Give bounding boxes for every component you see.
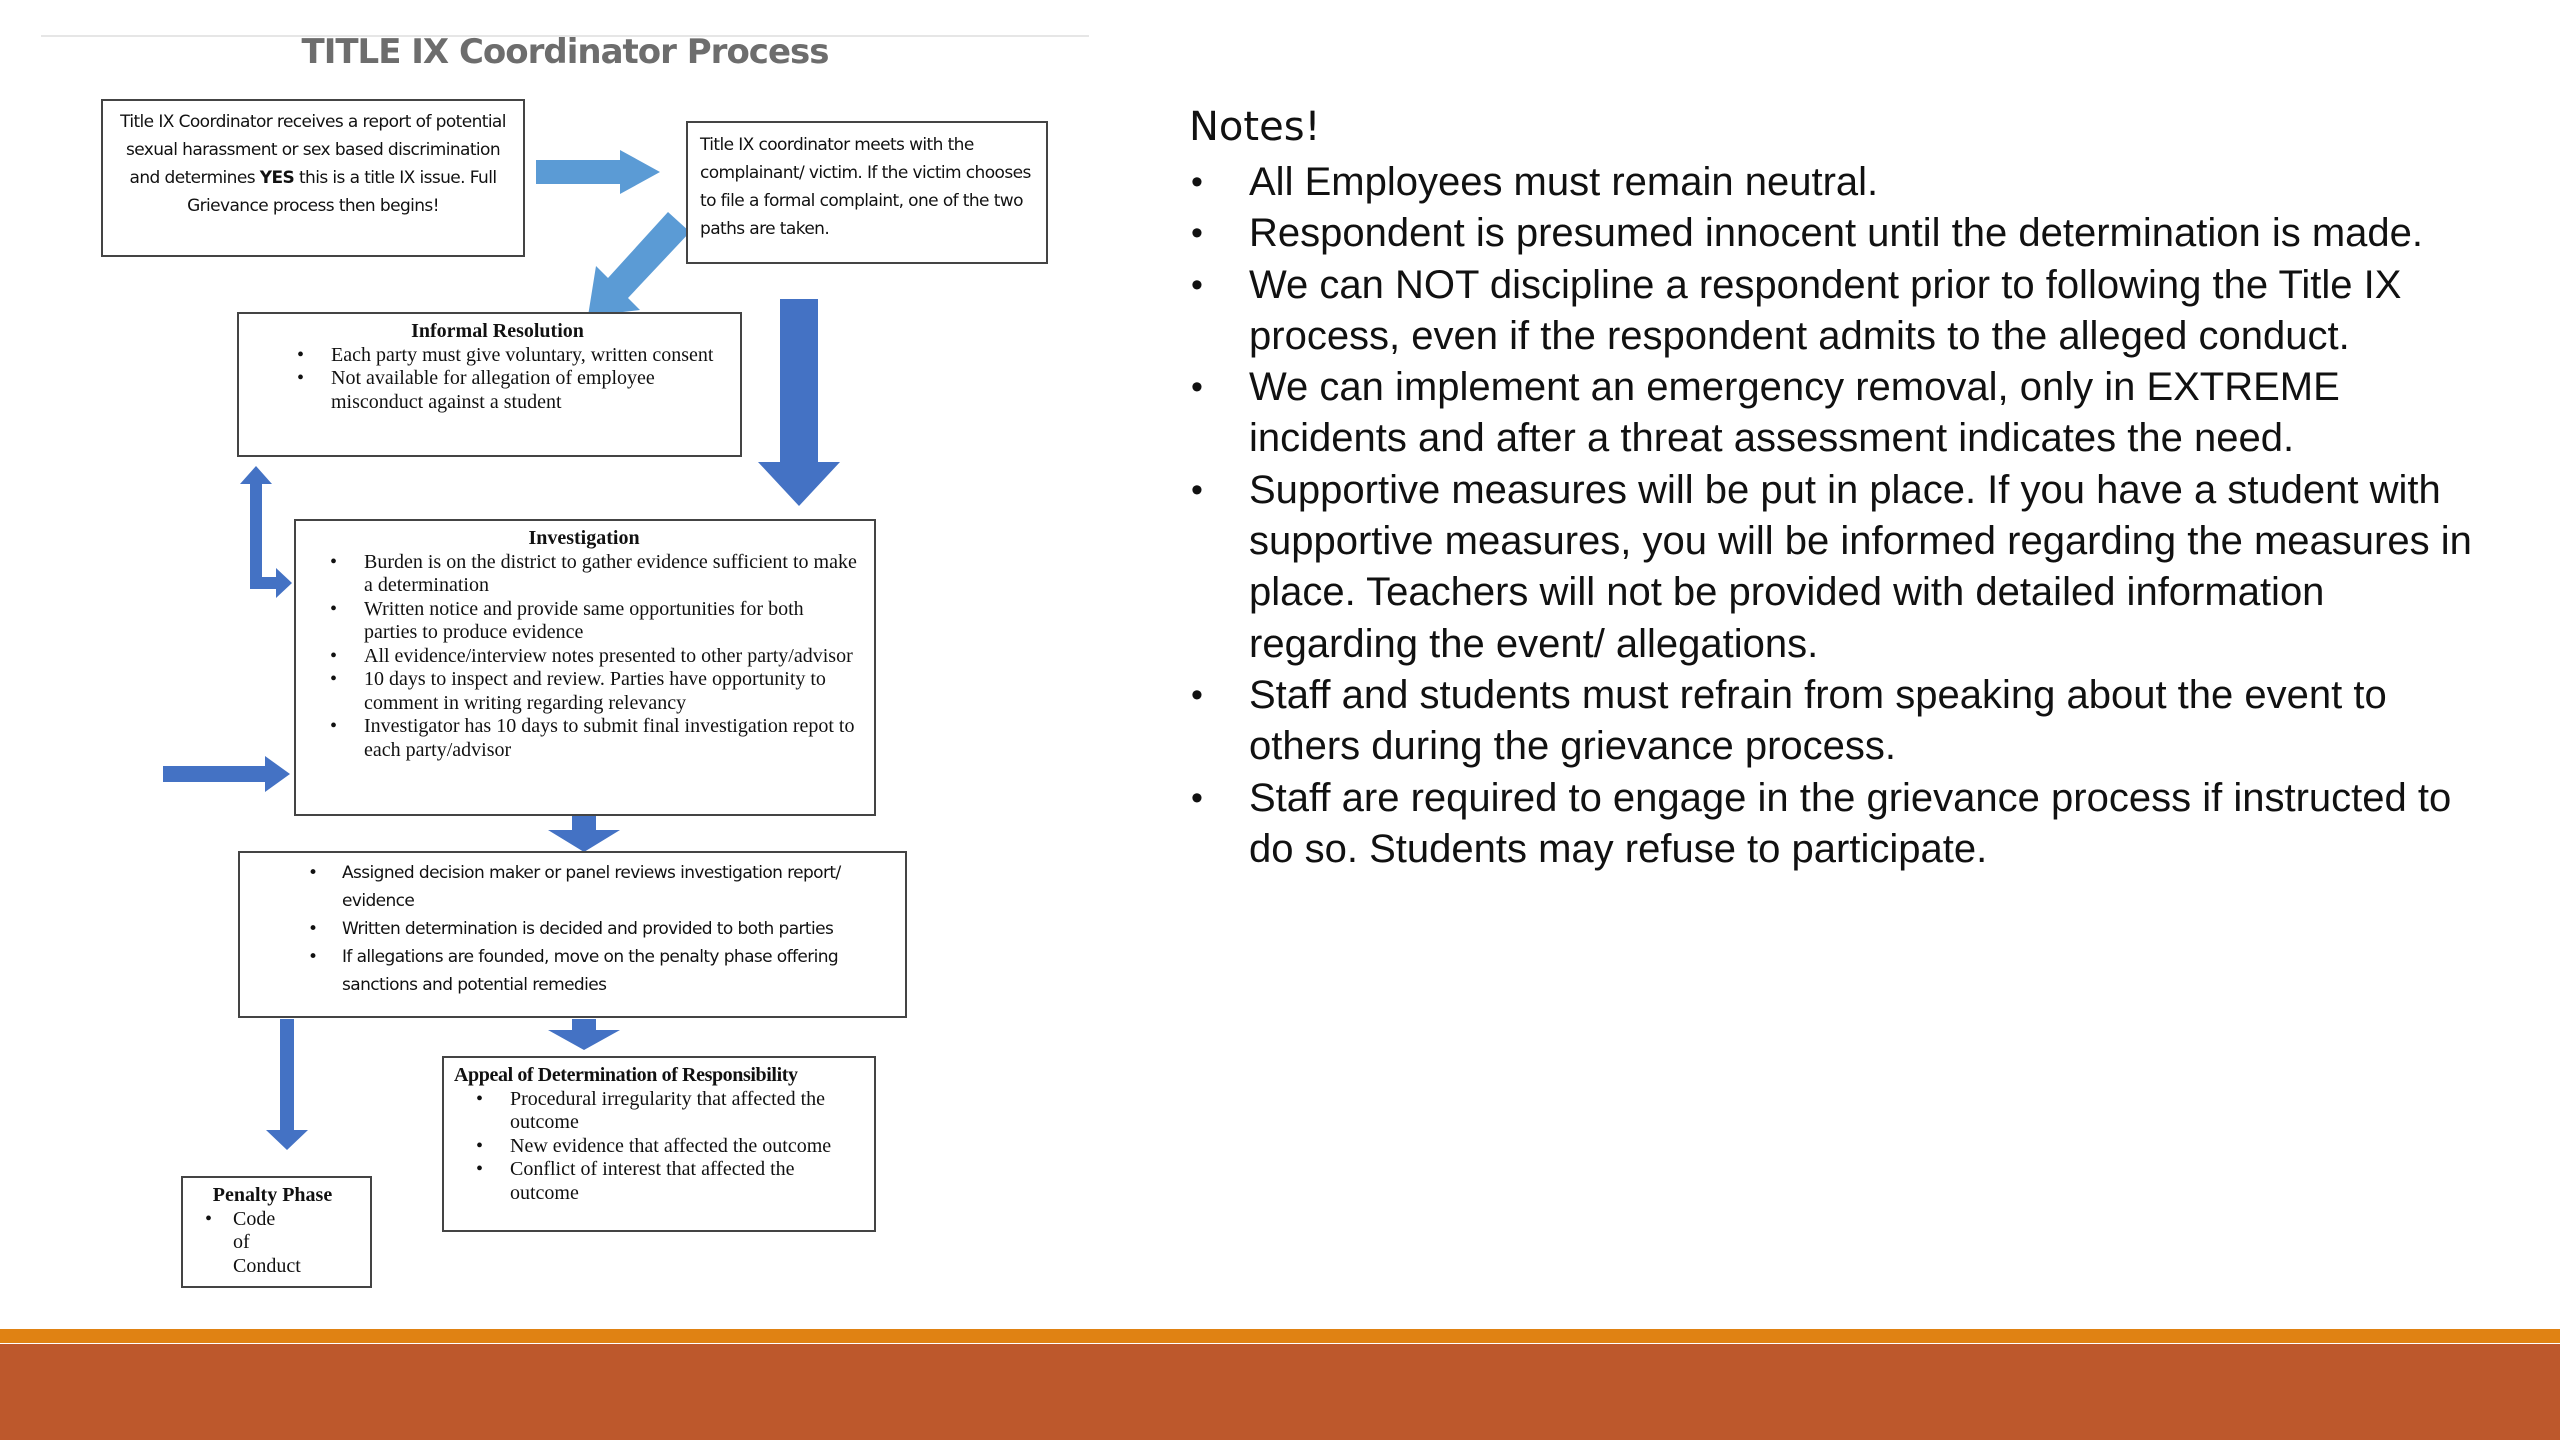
note-item: • All Employees must remain neutral.	[1189, 157, 2489, 208]
investigation-item: • Burden is on the district to gather evidence sufficient to make a determination	[308, 551, 860, 598]
meeting-box: Title IX coordinator meets with the complainant/ victim. If the victim chooses to file a formal complaint, one of the two paths are taken.	[686, 121, 1048, 264]
note-item: • Supportive measures will be put in place. If you have a student with supportive measures, you will be informed regarding the measures in place. Teachers will not be provided with detailed information regarding the event/ allegations.	[1189, 465, 2489, 670]
footer-accent-stripe	[0, 1329, 2560, 1343]
penalty-box	[181, 1176, 372, 1288]
decision-item: • If allegations are founded, move on the penalty phase offering sanctions and potential remedies	[286, 943, 891, 999]
arrow-down-small-icon	[548, 1019, 620, 1050]
penalty-heading: Penalty Phase	[212, 1184, 333, 1206]
decision-item: • Assigned decision maker or panel reviews investigation report/ evidence	[286, 859, 891, 915]
decision-box	[238, 851, 907, 1018]
report-box: Title IX Coordinator receives a report of potential sexual harassment or sex based discrimination and determines YES this is a title IX issue. Full Grievance process then begins!	[101, 99, 525, 257]
appeal-item: • Procedural irregularity that affected the outcome	[454, 1088, 860, 1135]
appeal-item: • New evidence that affected the outcome	[454, 1135, 860, 1159]
penalty-item: • Code of Conduct	[183, 1208, 293, 1279]
note-item: • Staff are required to engage in the grievance process if instructed to do so. Students may refuse to participate.	[1189, 773, 2489, 876]
note-item: • Respondent is presumed innocent until the determination is made.	[1189, 208, 2489, 259]
arrow-elbow-icon	[240, 466, 292, 598]
informal-heading: Informal Resolution	[411, 320, 584, 342]
investigation-item: • Investigator has 10 days to submit final investigation repot to each party/advisor	[308, 715, 860, 762]
notes-list	[1189, 157, 2489, 875]
informal-item: • Not available for allegation of employee misconduct against a student	[275, 367, 720, 414]
arrow-down-small-icon	[548, 816, 620, 852]
investigation-item: • All evidence/interview notes presented to other party/advisor	[308, 645, 860, 669]
appeal-item: • Conflict of interest that affected the outcome	[454, 1158, 860, 1205]
footer-band	[0, 1344, 2560, 1440]
notes-title: Notes!	[1189, 104, 1321, 150]
informal-item: • Each party must give voluntary, written consent	[275, 344, 720, 368]
note-item: • We can implement an emergency removal, only in EXTREME incidents and after a threat assessment indicates the need.	[1189, 362, 2489, 465]
decision-item: • Written determination is decided and provided to both parties	[286, 915, 891, 943]
appeal-box	[442, 1056, 876, 1232]
note-item: • Staff and students must refrain from speaking about the event to others during the grievance process.	[1189, 670, 2489, 773]
appeal-heading: Appeal of Determination of Responsibility	[454, 1064, 798, 1086]
note-item: • We can NOT discipline a respondent prior to following the Title IX process, even if the respondent admits to the alleged conduct.	[1189, 260, 2489, 363]
informal-resolution-box	[237, 312, 742, 457]
investigation-item: • Written notice and provide same opportunities for both parties to produce evidence	[308, 598, 860, 645]
investigation-item: • 10 days to inspect and review. Parties have opportunity to comment in writing regarding relevancy	[308, 668, 860, 715]
arrow-down-penalty-icon	[266, 1019, 308, 1150]
investigation-box	[294, 519, 876, 816]
arrow-down-large-icon	[758, 299, 840, 506]
flowchart-title: TITLE IX Coordinator Process	[301, 32, 829, 72]
arrow-into-investigation-icon	[163, 756, 290, 792]
arrow-diagonal-icon	[588, 212, 690, 316]
arrow-right-icon	[536, 150, 660, 194]
investigation-heading: Investigation	[528, 527, 640, 549]
